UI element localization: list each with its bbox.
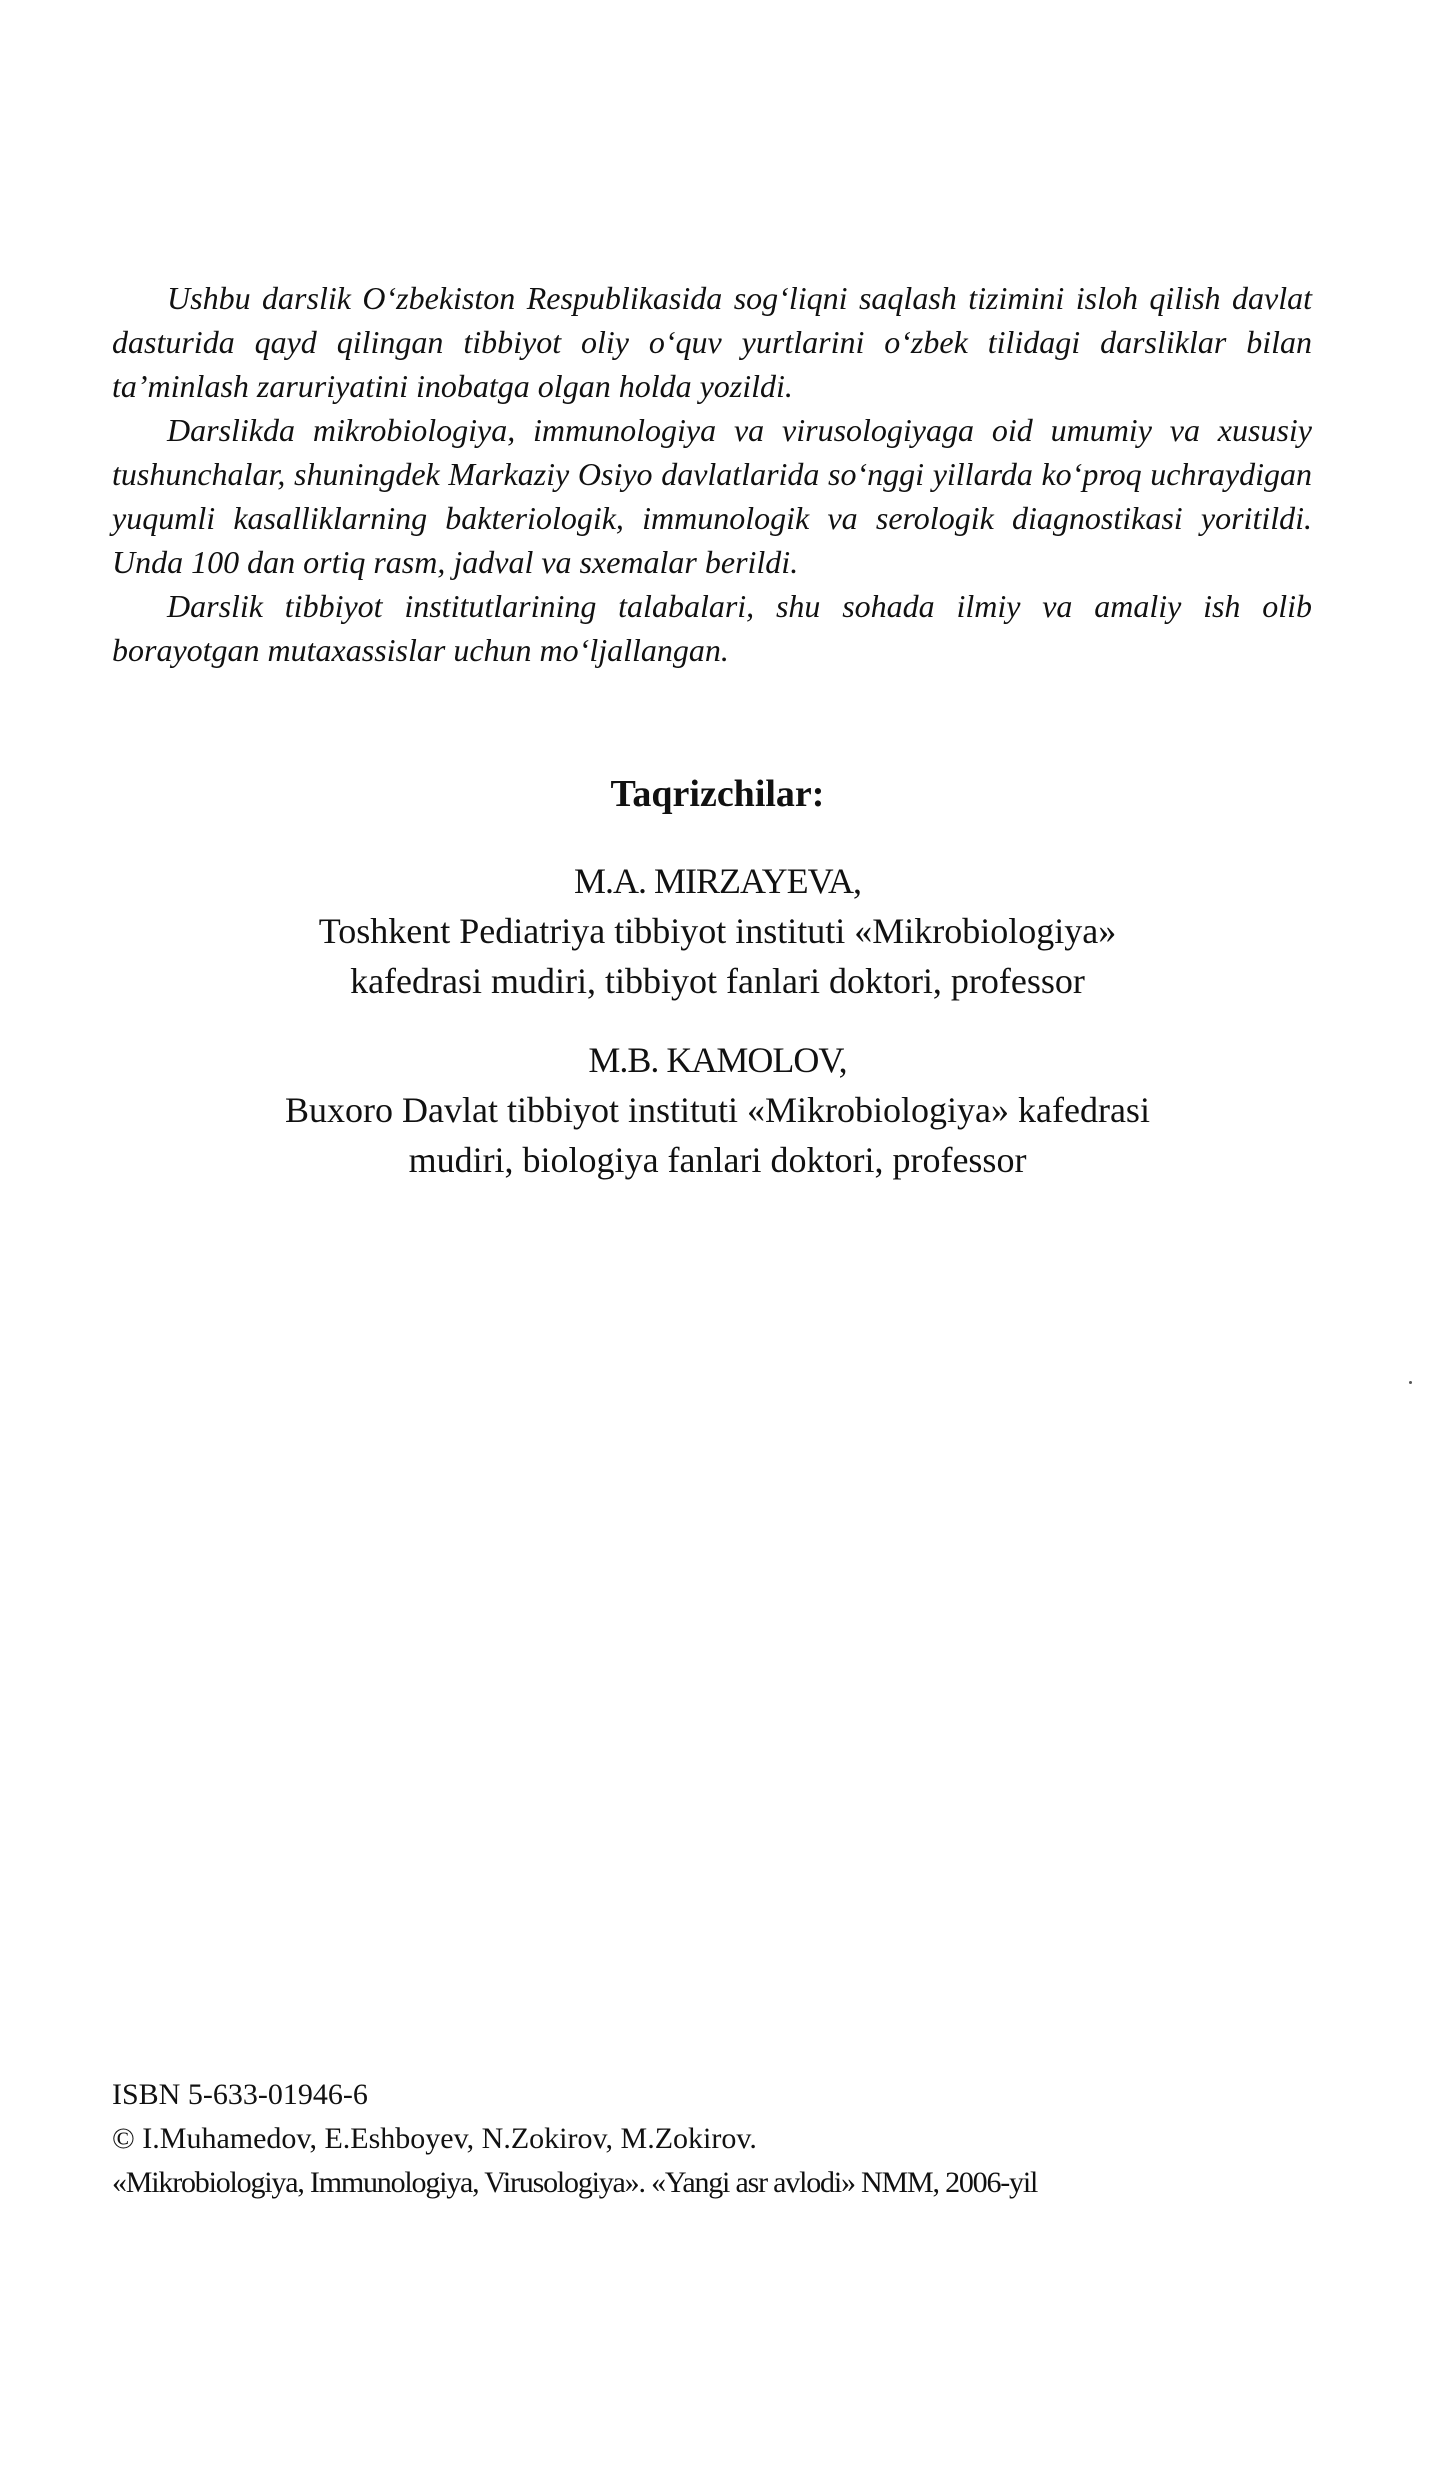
reviewer-title: mudiri, biologiya fanlari doktori, professor xyxy=(408,1140,1027,1180)
book-abstract xyxy=(112,276,1312,672)
publisher-line: «Mikrobiologiya, Immunologiya, Virusologiya». «Yangi asr avlodi» NMM, 2006-yil xyxy=(112,2166,1038,2199)
reviewer-entry xyxy=(0,1035,1435,1185)
scan-speck xyxy=(1409,1381,1412,1384)
reviewers-heading: Taqrizchilar: xyxy=(610,773,825,815)
isbn-line: ISBN 5-633-01946-6 xyxy=(112,2078,368,2111)
reviewer-name: M.A. MIRZAYEVA, xyxy=(573,861,862,901)
reviewer-affiliation: Buxoro Davlat tibbiyot instituti «Mikrobiologiya» kafedrasi xyxy=(285,1090,1150,1130)
abstract-paragraph: Darslik tibbiyot institutlarining talabalari, shu sohada ilmiy va amaliy ish olib borayotgan mutaxassislar uchun mo‘ljallangan. xyxy=(112,588,1312,668)
abstract-paragraph: Ushbu darslik O‘zbekiston Respublikasida sog‘liqni saqlash tizimini isloh qilish davlat dasturida qayd qilingan tibbiyot oliy o‘quv yurtlarini o‘zbek tilidagi darsliklar bilan ta’minlash zaruriyatini inobatga olgan holda yozildi. xyxy=(112,280,1312,404)
reviewer-affiliation: Toshkent Pediatriya tibbiyot instituti «Mikrobiologiya» xyxy=(318,911,1117,951)
imprint-block xyxy=(112,2073,1342,2205)
reviewer-name: M.B. KAMOLOV, xyxy=(588,1040,847,1080)
abstract-paragraph: Darslikda mikrobiologiya, immunologiya va virusologiyaga oid umumiy va xususiy tushunchalar, shuningdek Markaziy Osiyo davlatlarida so‘nggi yillarda ko‘proq uchraydigan yuqumli kasalliklarning bakteriologik, immunologik va serologik diagnostikasi yoritildi. Unda 100 dan ortiq rasm, jadval va sxemalar berildi. xyxy=(112,412,1312,580)
copyright-line: © I.Muhamedov, E.Eshboyev, N.Zokirov, M.Zokirov. xyxy=(112,2122,757,2155)
reviewer-title: kafedrasi mudiri, tibbiyot fanlari doktori, professor xyxy=(350,961,1085,1001)
reviewer-entry xyxy=(0,856,1435,1006)
